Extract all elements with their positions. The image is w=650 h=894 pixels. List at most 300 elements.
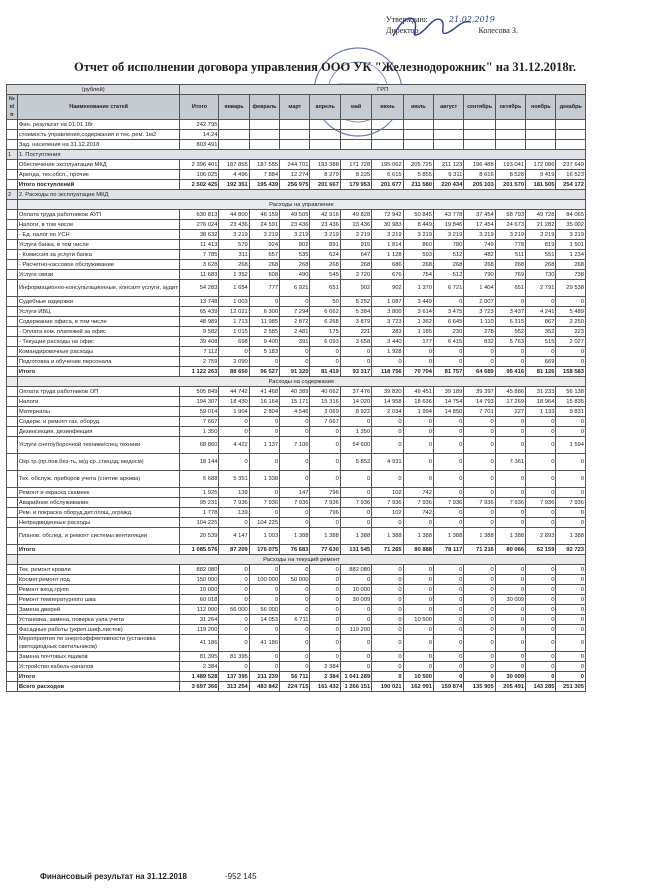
month-cell: 0 — [340, 518, 371, 528]
month-cell: 80 888 — [403, 545, 433, 555]
month-cell: 0 — [219, 417, 249, 427]
table-row — [7, 170, 586, 180]
month-cell: 0 — [372, 672, 403, 682]
month-cell: 56 711 — [280, 672, 310, 682]
row-label: Планов. обслед. и ремонт системы вентиляции — [17, 528, 180, 545]
row-label: Услуги банка, в том числе — [17, 240, 180, 250]
row-label: Содержание офиса, в том числе — [17, 317, 180, 327]
month-cell: 162 091 — [403, 682, 433, 692]
total-cell: 505 849 — [180, 387, 219, 397]
month-cell: 268 — [340, 260, 371, 270]
month-cell: 7 936 — [280, 498, 310, 508]
month-cell: 1 501 — [556, 240, 586, 250]
row-number — [7, 662, 18, 672]
month-cell: 742 — [403, 488, 433, 498]
month-cell: 0 — [372, 417, 403, 427]
month-cell: 0 — [280, 454, 310, 471]
month-cell: 0 — [280, 605, 310, 615]
month-cell: 0 — [495, 347, 525, 357]
row-number — [7, 437, 18, 454]
month-cell: 177 — [403, 337, 433, 347]
month-cell: 3 219 — [219, 230, 249, 240]
table-row — [7, 585, 586, 595]
month-cell: 3 069 — [310, 407, 340, 417]
total-cell: 112 000 — [180, 605, 219, 615]
month-cell: 0 — [464, 652, 495, 662]
month-cell: 0 — [310, 615, 340, 625]
month-cell: 0 — [249, 595, 279, 605]
month-cell: 71 216 — [464, 545, 495, 555]
month-cell: 102 — [372, 508, 403, 518]
month-cell: 187 855 — [219, 160, 249, 170]
month-cell: 29 538 — [556, 280, 586, 297]
month-cell: 1 904 — [219, 407, 249, 417]
row-label: Подготовка и обучение персонала — [17, 357, 180, 367]
month-cell: 669 — [526, 357, 556, 367]
month-cell: 251 305 — [556, 682, 586, 692]
month-cell: 256 975 — [280, 180, 310, 190]
month-cell: 0 — [495, 488, 525, 498]
total-cell: 2 759 — [180, 357, 219, 367]
month-cell: 624 — [310, 250, 340, 260]
month-cell: 0 — [434, 508, 464, 518]
month-cell: 352 — [526, 327, 556, 337]
month-cell: 37 476 — [340, 387, 371, 397]
month-cell: 0 — [403, 454, 433, 471]
month-cell: 0 — [219, 585, 249, 595]
month-cell: 3 219 — [310, 230, 340, 240]
month-cell: 102 — [372, 488, 403, 498]
month-cell: 0 — [310, 427, 340, 437]
month-cell: 14 020 — [340, 397, 371, 407]
row-number — [7, 682, 18, 692]
month-cell: 0 — [495, 615, 525, 625]
units-label: (рублей) — [7, 85, 180, 95]
month-cell: 0 — [434, 427, 464, 437]
row-number — [7, 270, 18, 280]
month-cell: 0 — [310, 595, 340, 605]
month-cell: 44 800 — [219, 210, 249, 220]
month-cell: 1 654 — [219, 280, 249, 297]
month-cell: 6 645 — [434, 317, 464, 327]
month-cell: 139 — [219, 488, 249, 498]
month-cell: 0 — [280, 625, 310, 635]
month-cell: 0 — [495, 508, 525, 518]
month-cell: 5 763 — [495, 337, 525, 347]
month-cell: 39 820 — [372, 387, 403, 397]
month-cell: 832 — [464, 337, 495, 347]
table-row — [7, 488, 586, 498]
month-cell: 0 — [556, 347, 586, 357]
month-cell: 254 172 — [556, 180, 586, 190]
month-cell: 0 — [219, 625, 249, 635]
report-table — [6, 84, 586, 692]
final-result — [40, 872, 257, 881]
month-cell — [434, 140, 464, 150]
month-cell: 159 874 — [434, 682, 464, 692]
month-cell: 8 449 — [403, 220, 433, 230]
month-cell: 49 728 — [526, 210, 556, 220]
month-cell: 0 — [340, 357, 371, 367]
month-cell: 2 027 — [556, 337, 586, 347]
month-cell: 64 689 — [464, 367, 495, 377]
month-cell: 9 400 — [249, 337, 279, 347]
row-number — [7, 635, 18, 652]
month-cell: 1 003 — [219, 297, 249, 307]
month-cell: 1 128 — [372, 250, 403, 260]
row-number — [7, 652, 18, 662]
month-cell: 30 009 — [340, 595, 371, 605]
month-cell: 0 — [280, 471, 310, 488]
month-cell: 0 — [340, 605, 371, 615]
month-cell: 777 — [249, 280, 279, 297]
month-cell: 77 630 — [310, 545, 340, 555]
month-cell: 4 546 — [280, 407, 310, 417]
month-cell: 78 117 — [434, 545, 464, 555]
month-cell: 0 — [434, 672, 464, 682]
row-label: Обеспечение эксплуатации МКД — [17, 160, 180, 170]
table-row — [7, 230, 586, 240]
column-header: март — [280, 95, 310, 120]
month-cell: 100 000 — [249, 575, 279, 585]
month-cell: 12 274 — [280, 170, 310, 180]
total-cell: 1 489 528 — [180, 672, 219, 682]
director-name: Колесова З. — [478, 26, 518, 35]
month-cell: 45 886 — [495, 387, 525, 397]
month-cell: 1 388 — [310, 528, 340, 545]
month-cell: 0 — [434, 595, 464, 605]
month-cell: 21 282 — [526, 220, 556, 230]
month-cell: 195 062 — [372, 160, 403, 170]
month-cell: 742 — [403, 508, 433, 518]
row-label: Услуги связи — [17, 270, 180, 280]
month-cell: 490 — [280, 270, 310, 280]
month-cell — [526, 130, 556, 140]
month-cell — [249, 140, 279, 150]
signature-image — [385, 10, 495, 46]
month-cell: 187 555 — [249, 160, 279, 170]
total-cell: 18 144 — [180, 454, 219, 471]
total-cell: 276 024 — [180, 220, 219, 230]
month-cell: 56 000 — [249, 605, 279, 615]
row-number — [7, 518, 18, 528]
month-cell: 0 — [434, 454, 464, 471]
month-cell: 0 — [434, 437, 464, 454]
month-cell: 2 585 — [249, 327, 279, 337]
table-row — [7, 150, 586, 160]
month-cell: 2 384 — [310, 662, 340, 672]
month-cell: 283 — [372, 327, 403, 337]
row-number — [7, 387, 18, 397]
month-cell: 91 320 — [280, 367, 310, 377]
month-cell: 3 219 — [249, 230, 279, 240]
month-cell: 0 — [310, 565, 340, 575]
month-cell: 0 — [280, 518, 310, 528]
total-cell: 11 683 — [180, 270, 219, 280]
month-cell: 268 — [464, 260, 495, 270]
month-cell: 17 269 — [495, 397, 525, 407]
row-label: Итого — [17, 672, 180, 682]
month-cell: 0 — [403, 437, 433, 454]
month-cell: 0 — [340, 615, 371, 625]
table-row — [7, 200, 586, 210]
row-number — [7, 317, 18, 327]
month-cell — [372, 130, 403, 140]
row-number — [7, 407, 18, 417]
month-cell: 5 852 — [340, 454, 371, 471]
row-label: - Текущие расходы на офис — [17, 337, 180, 347]
total-cell: 13 748 — [180, 297, 219, 307]
row-number — [7, 307, 18, 317]
month-cell — [556, 130, 586, 140]
row-number — [7, 545, 18, 555]
month-cell: 23 436 — [340, 220, 371, 230]
month-cell: 0 — [495, 427, 525, 437]
month-cell: 391 — [280, 337, 310, 347]
row-label: Информационно-консультационные, консалт услуги, аудит — [17, 280, 180, 297]
row-label: Окр.тр.(пр.пов.без-ть, м/д ср.,спецод, медосм) — [17, 454, 180, 471]
month-cell: 0 — [280, 652, 310, 662]
month-cell: 16 523 — [556, 170, 586, 180]
total-cell: 10 000 — [180, 585, 219, 595]
month-cell: 80 066 — [495, 545, 525, 555]
month-cell: 7 936 — [310, 498, 340, 508]
row-number: 1 — [7, 150, 18, 160]
total-cell: 2 384 — [180, 662, 219, 672]
month-cell: 2 007 — [464, 297, 495, 307]
month-cell: 193 388 — [310, 160, 340, 170]
month-cell: 0 — [249, 454, 279, 471]
month-cell: 23 436 — [280, 220, 310, 230]
month-cell: 0 — [526, 615, 556, 625]
month-cell: 311 — [219, 250, 249, 260]
month-cell: 0 — [403, 347, 433, 357]
month-cell: 179 953 — [340, 180, 371, 190]
month-cell: 0 — [464, 471, 495, 488]
month-cell: 0 — [249, 297, 279, 307]
row-number — [7, 327, 18, 337]
month-cell: 0 — [280, 595, 310, 605]
month-cell: 192 351 — [219, 180, 249, 190]
month-cell: 313 254 — [219, 682, 249, 692]
month-cell: 7 936 — [464, 498, 495, 508]
month-cell: 0 — [372, 427, 403, 437]
month-cell: 0 — [556, 565, 586, 575]
month-cell: 0 — [249, 565, 279, 575]
month-cell: 579 — [219, 240, 249, 250]
row-label: - Ед. налог по УСН — [17, 230, 180, 240]
month-cell: 698 — [219, 337, 249, 347]
total-cell: 882 080 — [180, 565, 219, 575]
column-header: январь — [219, 95, 249, 120]
month-cell: 0 — [556, 454, 586, 471]
month-cell: 802 — [280, 240, 310, 250]
month-cell: 118 756 — [372, 367, 403, 377]
month-cell: 902 — [372, 280, 403, 297]
month-cell: 24 673 — [495, 220, 525, 230]
month-cell: 0 — [434, 488, 464, 498]
month-cell: 14 793 — [464, 397, 495, 407]
row-label: Командировочные расходы — [17, 347, 180, 357]
table-row — [7, 160, 586, 170]
month-cell: 6 662 — [310, 307, 340, 317]
row-number — [7, 357, 18, 367]
month-cell: 0 — [372, 652, 403, 662]
month-cell: 1 350 — [340, 427, 371, 437]
month-cell: 0 — [403, 565, 433, 575]
row-label: Замена почтовых ящиков — [17, 652, 180, 662]
month-cell: 81 757 — [434, 367, 464, 377]
month-cell: 6 921 — [280, 280, 310, 297]
month-cell: 0 — [434, 357, 464, 367]
month-cell: 0 — [403, 595, 433, 605]
month-cell: 104 225 — [249, 518, 279, 528]
month-cell: 0 — [526, 417, 556, 427]
total-cell: 242 795 — [180, 120, 219, 130]
table-row — [7, 605, 586, 615]
month-cell: 201 677 — [372, 180, 403, 190]
month-cell: 30 009 — [495, 672, 525, 682]
month-cell: 88 650 — [219, 367, 249, 377]
total-cell: 38 632 — [180, 230, 219, 240]
total-cell: 9 582 — [180, 327, 219, 337]
total-cell: 119 200 — [180, 625, 219, 635]
month-cell: 780 — [434, 240, 464, 250]
month-cell: 87 209 — [219, 545, 249, 555]
month-cell: 1 338 — [249, 471, 279, 488]
row-label: Материалы — [17, 407, 180, 417]
month-cell: 8 616 — [464, 170, 495, 180]
month-cell: 0 — [556, 635, 586, 652]
doc-label: ГРП — [180, 85, 586, 95]
month-cell: 0 — [495, 585, 525, 595]
month-cell — [280, 120, 310, 130]
month-cell: 1 594 — [556, 437, 586, 454]
month-cell: 6 721 — [434, 280, 464, 297]
month-cell: 0 — [556, 672, 586, 682]
column-header: сентябрь — [464, 95, 495, 120]
month-cell: 8 922 — [340, 407, 371, 417]
table-row — [7, 220, 586, 230]
month-cell — [434, 130, 464, 140]
month-cell — [310, 140, 340, 150]
month-cell: 10 500 — [403, 672, 433, 682]
row-label: Тех. обслуж. приборов учета (снятие архива) — [17, 471, 180, 488]
month-cell: 0 — [310, 625, 340, 635]
month-cell — [556, 140, 586, 150]
month-cell: 3 614 — [403, 307, 433, 317]
total-cell: 41 186 — [180, 635, 219, 652]
month-cell — [372, 140, 403, 150]
row-label: Всего расходов — [17, 682, 180, 692]
month-cell: 0 — [556, 488, 586, 498]
month-cell: 92 723 — [556, 545, 586, 555]
month-cell: 515 — [526, 337, 556, 347]
month-cell: 43 778 — [434, 210, 464, 220]
month-cell: 2 872 — [280, 317, 310, 327]
month-cell: 50 — [310, 297, 340, 307]
row-number — [7, 200, 18, 210]
month-cell: 0 — [310, 652, 340, 662]
month-cell: 1 713 — [219, 317, 249, 327]
total-cell: 68 860 — [180, 437, 219, 454]
month-cell: 0 — [556, 357, 586, 367]
month-cell: 0 — [434, 615, 464, 625]
month-cell: 4 241 — [526, 307, 556, 317]
month-cell: 221 — [340, 327, 371, 337]
row-label: Оплата труда работников ОП — [17, 387, 180, 397]
month-cell: 41 468 — [249, 387, 279, 397]
month-cell: 608 — [249, 270, 279, 280]
table-row — [7, 367, 586, 377]
month-cell: 7 936 — [340, 498, 371, 508]
month-cell: 0 — [249, 585, 279, 595]
month-cell: 0 — [219, 615, 249, 625]
month-cell: 16 164 — [249, 397, 279, 407]
column-header: ноябрь — [526, 95, 556, 120]
row-number — [7, 347, 18, 357]
month-cell: 3 219 — [372, 230, 403, 240]
month-cell: 6 268 — [310, 317, 340, 327]
table-row — [7, 652, 586, 662]
row-number — [7, 498, 18, 508]
month-cell: 1 185 — [403, 327, 433, 337]
month-cell: 0 — [556, 417, 586, 427]
month-cell: 0 — [526, 565, 556, 575]
total-cell: 3 628 — [180, 260, 219, 270]
table-row — [7, 347, 586, 357]
month-cell: 14 053 — [249, 615, 279, 625]
month-cell — [403, 130, 433, 140]
month-cell: 196 488 — [464, 160, 495, 170]
month-cell: 268 — [280, 260, 310, 270]
month-cell: 230 — [434, 327, 464, 337]
column-header: апрель — [310, 95, 340, 120]
month-cell: 0 — [310, 471, 340, 488]
month-cell: 0 — [372, 585, 403, 595]
month-cell: 131 545 — [340, 545, 371, 555]
month-cell — [280, 130, 310, 140]
month-cell: 0 — [464, 625, 495, 635]
total-cell: 1 925 — [180, 488, 219, 498]
month-cell: 0 — [526, 437, 556, 454]
month-cell: 0 — [556, 652, 586, 662]
month-cell: 651 — [495, 280, 525, 297]
month-cell: 7 936 — [403, 498, 433, 508]
row-number — [7, 180, 18, 190]
row-label: Услуги снегоуборочной техники/спец техники — [17, 437, 180, 454]
total-cell: 65 439 — [180, 307, 219, 317]
month-cell: 0 — [403, 625, 433, 635]
month-cell — [556, 120, 586, 130]
month-cell: 7 936 — [219, 498, 249, 508]
month-cell: 175 — [310, 327, 340, 337]
month-cell: 551 — [526, 250, 556, 260]
table-row — [7, 297, 586, 307]
month-cell: 0 — [526, 454, 556, 471]
row-label: Ремонт температурного шва — [17, 595, 180, 605]
row-number — [7, 160, 18, 170]
month-cell — [403, 120, 433, 130]
month-cell: 0 — [526, 672, 556, 682]
month-cell: 0 — [464, 437, 495, 454]
month-cell: 205 725 — [403, 160, 433, 170]
table-row — [7, 210, 586, 220]
month-cell: 224 715 — [280, 682, 310, 692]
total-cell: 60 018 — [180, 595, 219, 605]
month-cell: 44 742 — [219, 387, 249, 397]
month-cell: 0 — [464, 605, 495, 615]
